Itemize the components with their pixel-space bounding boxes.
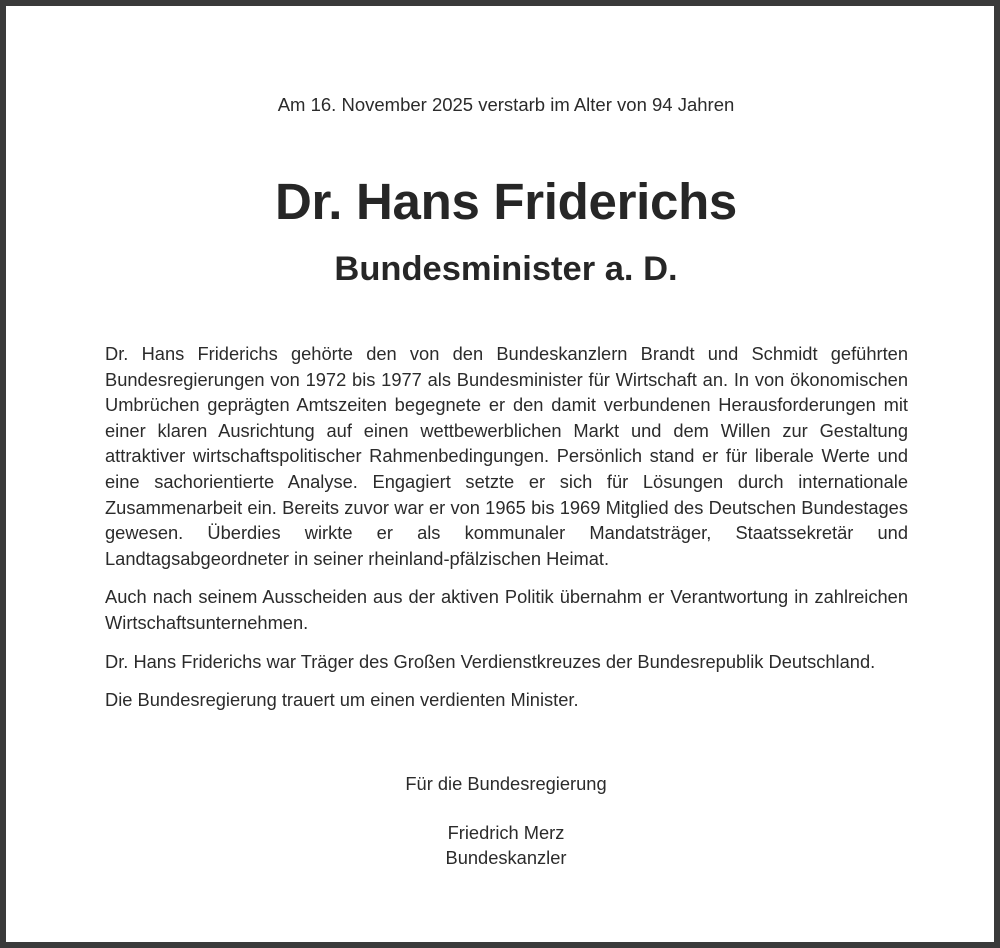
paragraph-mourning: Die Bundesregierung trauert um einen verdienten Minister. — [105, 689, 579, 711]
obituary-body — [105, 341, 908, 713]
paragraph-career: Dr. Hans Friderichs gehörte den von den Bundeskanzlern Brandt und Schmidt geführten Bundesregierungen von 1972 bis 1977 als Bundesminister für Wirtschaft an. In von ökonomischen Umbrüchen geprägten Amtszeiten begegnete er den damit verbundenen Herausforderungen mit einer klaren Ausrichtung auf einen wettbewerblichen Markt und dem Willen zur Gestaltung attraktiver wirtschaftspolitischer Rahmenbedingungen. Persönlich stand er für liberale Werte und eine sachorientierte Analyse. Engagiert setzte er sich für Lösungen durch internationale Zusammenarbeit ein. Bereits zuvor war er von 1965 bis 1969 Mitglied des Deutschen Bundestages gewesen. Überdies wirkte er als kommunaler Mandatsträger, Staatssekretär und Landtagsabgeordneter in seiner rheinland-pfälzischen Heimat. — [105, 343, 908, 569]
signature-title: Bundeskanzler — [445, 847, 567, 868]
paragraph-honours: Dr. Hans Friderichs war Träger des Großen Verdienstkreuzes der Bundesrepublik Deutschland. — [105, 650, 876, 672]
signature-name: Friedrich Merz — [447, 822, 565, 843]
deceased-title: Bundesminister a. D. — [334, 250, 678, 288]
paragraph-later-career: Auch nach seinem Ausscheiden aus der aktiven Politik übernahm er Verantwortung in zahlreichen Wirtschaftsunternehmen. — [105, 586, 908, 633]
deceased-name: Dr. Hans Friderichs — [275, 173, 737, 230]
intro-line: Am 16. November 2025 verstarb im Alter von 94 Jahren — [277, 94, 735, 115]
signature-organization: Für die Bundesregierung — [405, 773, 607, 794]
